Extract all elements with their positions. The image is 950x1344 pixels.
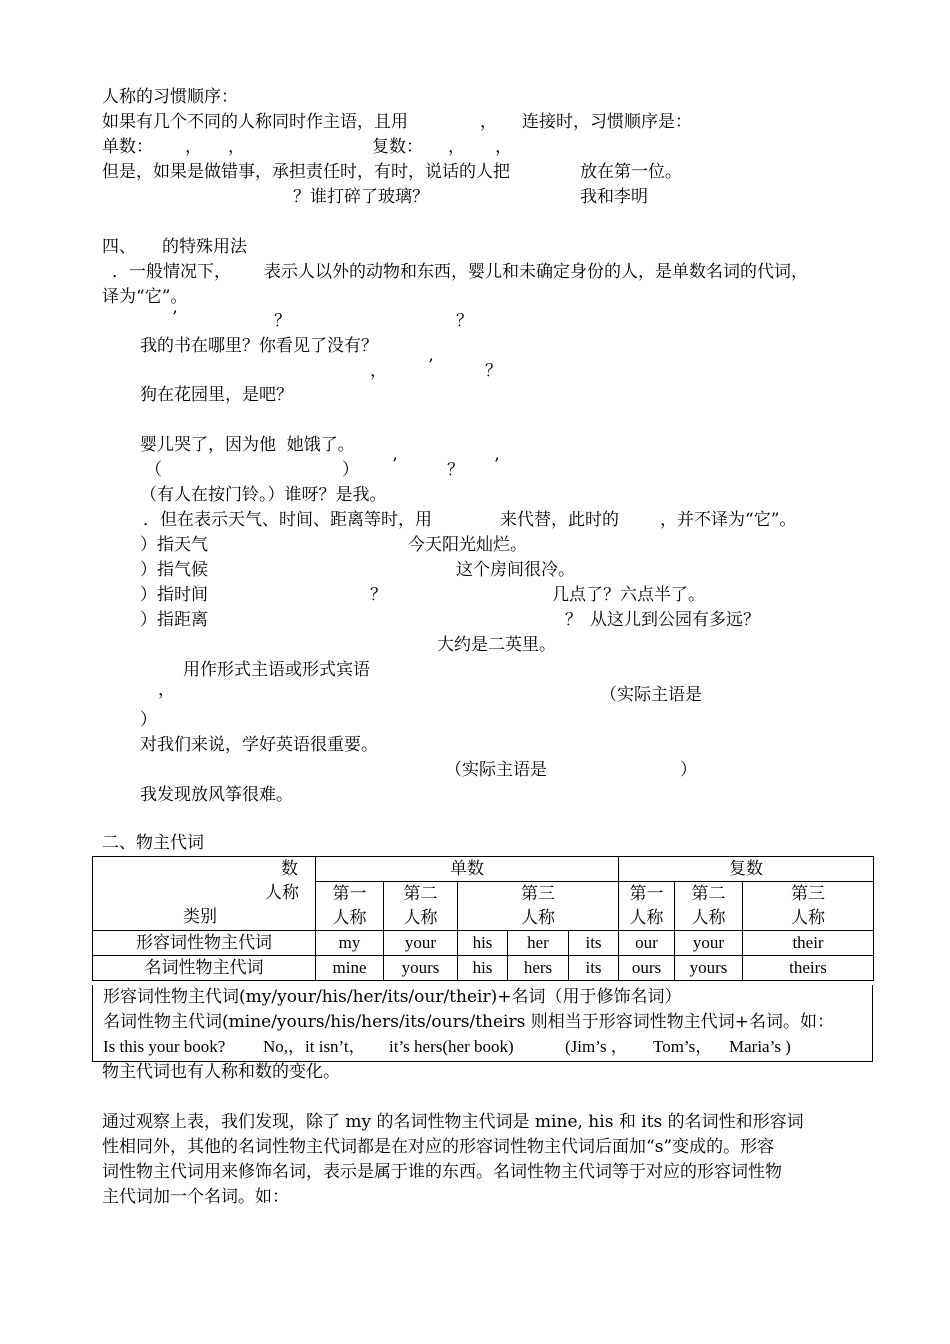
header-sg-third: 第三 人称 [458, 882, 619, 931]
header-pl-third: 第三 人称 [743, 882, 874, 931]
table-header-corner [93, 857, 316, 931]
cell: mine [316, 956, 384, 981]
header-sg-second: 第二 人称 [384, 882, 458, 931]
order-heading: 人称的习惯顺序： [102, 87, 238, 107]
time-label: ）指时间 [140, 585, 208, 605]
ex4-mark-b: ） [342, 460, 359, 480]
ex4-chinese: （有人在按门铃。）谁呀？是我。 [140, 485, 387, 505]
ex1-mark-b: ？ [274, 311, 291, 331]
explanation-line-1: 通过观察上表，我们发现，除了 my 的名词性物主代词是 mine, his 和 its 的名词性和形容词 [102, 1112, 804, 1132]
rule3-text: 用作形式主语或形式宾语 [183, 660, 370, 680]
order-rule-tail: 连接时，习惯顺序是： [522, 112, 692, 132]
explanation-line-4: 主代词加一个名词。如： [102, 1187, 289, 1207]
cell: their [743, 931, 874, 956]
note-example-3: it’s hers(her book) [389, 1037, 514, 1056]
cell: your [675, 931, 743, 956]
distance-label: ）指距离 [140, 610, 208, 630]
cell: ours [619, 956, 675, 981]
plural-comma-2: ， [495, 137, 512, 157]
ex2-mark-a: ， [370, 361, 387, 381]
ex1-mark-a: ’ [172, 308, 178, 328]
exception-text: 但是，如果是做错事，承担责任时，有时，说话的人把 [102, 162, 510, 182]
formal-ex1-mark: ， [158, 680, 175, 700]
cell: yours [675, 956, 743, 981]
header-sg-first: 第一 人称 [316, 882, 384, 931]
header-pl-second: 第二 人称 [675, 882, 743, 931]
section4-number: 四、 [102, 237, 136, 257]
climate-label: ）指气候 [140, 560, 208, 580]
distance-chinese: 从这儿到公园有多远？ [590, 610, 760, 630]
formal-ex2-chinese: 我发现放风筝很难。 [140, 785, 293, 805]
order-rule-text: 如果有几个不同的人称同时作主语，且用 [102, 112, 408, 132]
plural-label: 复数： [372, 137, 423, 157]
ex2-chinese: 狗在花园里，是吧？ [140, 385, 293, 405]
rule2-lead: ．但在表示天气、时间、距离等时，用 [143, 510, 432, 530]
formal-ex1-paren: （实际主语是 [600, 685, 702, 705]
ex1-chinese: 我的书在哪里？你看见了没有？ [140, 336, 378, 356]
note-example-2: No,，it isn’t， [263, 1037, 366, 1056]
cell: its [569, 956, 619, 981]
cell: hers [508, 956, 569, 981]
note-example-1: Is this your book? [103, 1037, 226, 1056]
cell: his [458, 956, 508, 981]
cell: yours [384, 956, 458, 981]
header-person: 人称 [265, 883, 299, 903]
header-pl-first: 第一 人称 [619, 882, 675, 931]
distance-answer: 大约是二英里。 [437, 635, 556, 655]
note-noun: 名词性物主代词(mine/yours/his/hers/its/ours/theirs 则相当于形容词性物主代词+名词。如： [103, 1012, 834, 1032]
after-table-text: 物主代词也有人称和数的变化。 [102, 1062, 340, 1082]
possessive-title: 二、物主代词 [102, 833, 204, 853]
ex4-mark-a: （ [145, 460, 162, 480]
order-rule-comma: ， [480, 112, 497, 132]
formal-ex1-chinese: 对我们来说，学好英语很重要。 [140, 735, 378, 755]
section4-title: 的特殊用法 [162, 237, 247, 257]
singular-comma-2: ， [228, 137, 245, 157]
note-example-6: Maria’s ) [729, 1037, 791, 1056]
note-example-4: (Jim’s ， [565, 1037, 628, 1056]
cell: our [619, 931, 675, 956]
formal-ex2-close: ） [680, 760, 697, 780]
cell: my [316, 931, 384, 956]
cell: your [384, 931, 458, 956]
rule2-mid: 来代替，此时的 [500, 510, 619, 530]
header-singular: 单数 [316, 857, 619, 882]
ex1-mark-c: ？ [456, 311, 473, 331]
plural-comma-1: ， [448, 137, 465, 157]
ex4-mark-c: ’ [392, 455, 398, 475]
climate-chinese: 这个房间很冷。 [456, 560, 575, 580]
row-label-noun: 名词性物主代词 [93, 956, 316, 981]
weather-label: ）指天气 [140, 535, 208, 555]
rule1-translation: 译为“它”。 [102, 287, 188, 307]
row-label-adjective: 形容词性物主代词 [93, 931, 316, 956]
singular-label: 单数： [102, 137, 153, 157]
possessive-pronoun-table [92, 856, 874, 981]
header-number: 数 [281, 859, 298, 879]
time-mark: ？ [370, 585, 387, 605]
formal-ex1-close: ） [140, 710, 157, 730]
explanation-line-2: 性相同外，其他的名词性物主代词都是在对应的形容词性物主代词后面加“s”变成的。形容 [102, 1137, 775, 1157]
exception-example-a: 我和李明 [580, 187, 648, 207]
note-example-5: Tom’s， [653, 1037, 713, 1056]
table-row [93, 956, 874, 981]
table-row [93, 931, 874, 956]
explanation-line-3: 词性物主代词用来修饰名词，表示是属于谁的东西。名词性物主代词等于对应的形容词性物 [102, 1162, 782, 1182]
header-plural: 复数 [619, 857, 874, 882]
formal-ex2-paren: （实际主语是 [445, 760, 547, 780]
cell: his [458, 931, 508, 956]
table-notes [92, 985, 873, 1062]
rule2-tail: ，并不译为“它”。 [660, 510, 797, 530]
ex3-chinese: 婴儿哭了，因为他 她饿了。 [140, 435, 355, 455]
cell: its [569, 931, 619, 956]
ex4-mark-e: ’ [494, 455, 500, 475]
cell: theirs [743, 956, 874, 981]
distance-mark: ？ [565, 610, 582, 630]
ex4-mark-d: ？ [447, 460, 464, 480]
header-category: 类别 [183, 907, 217, 927]
ex2-mark-b: ’ [428, 356, 434, 376]
weather-chinese: 今天阳光灿烂。 [408, 535, 527, 555]
ex2-mark-c: ？ [485, 361, 502, 381]
exception-example-q: ？谁打碎了玻璃？ [293, 187, 429, 207]
note-adjective: 形容词性物主代词(my/your/his/her/its/our/their)+名词（用于修饰名词） [103, 987, 682, 1007]
time-chinese: 几点了？六点半了。 [552, 585, 705, 605]
rule1-lead: ．一般情况下， [112, 262, 231, 282]
rule1-text: 表示人以外的动物和东西，婴儿和未确定身份的人，是单数名词的代词， [264, 262, 808, 282]
singular-comma-1: ， [185, 137, 202, 157]
cell: her [508, 931, 569, 956]
exception-tail: 放在第一位。 [580, 162, 682, 182]
